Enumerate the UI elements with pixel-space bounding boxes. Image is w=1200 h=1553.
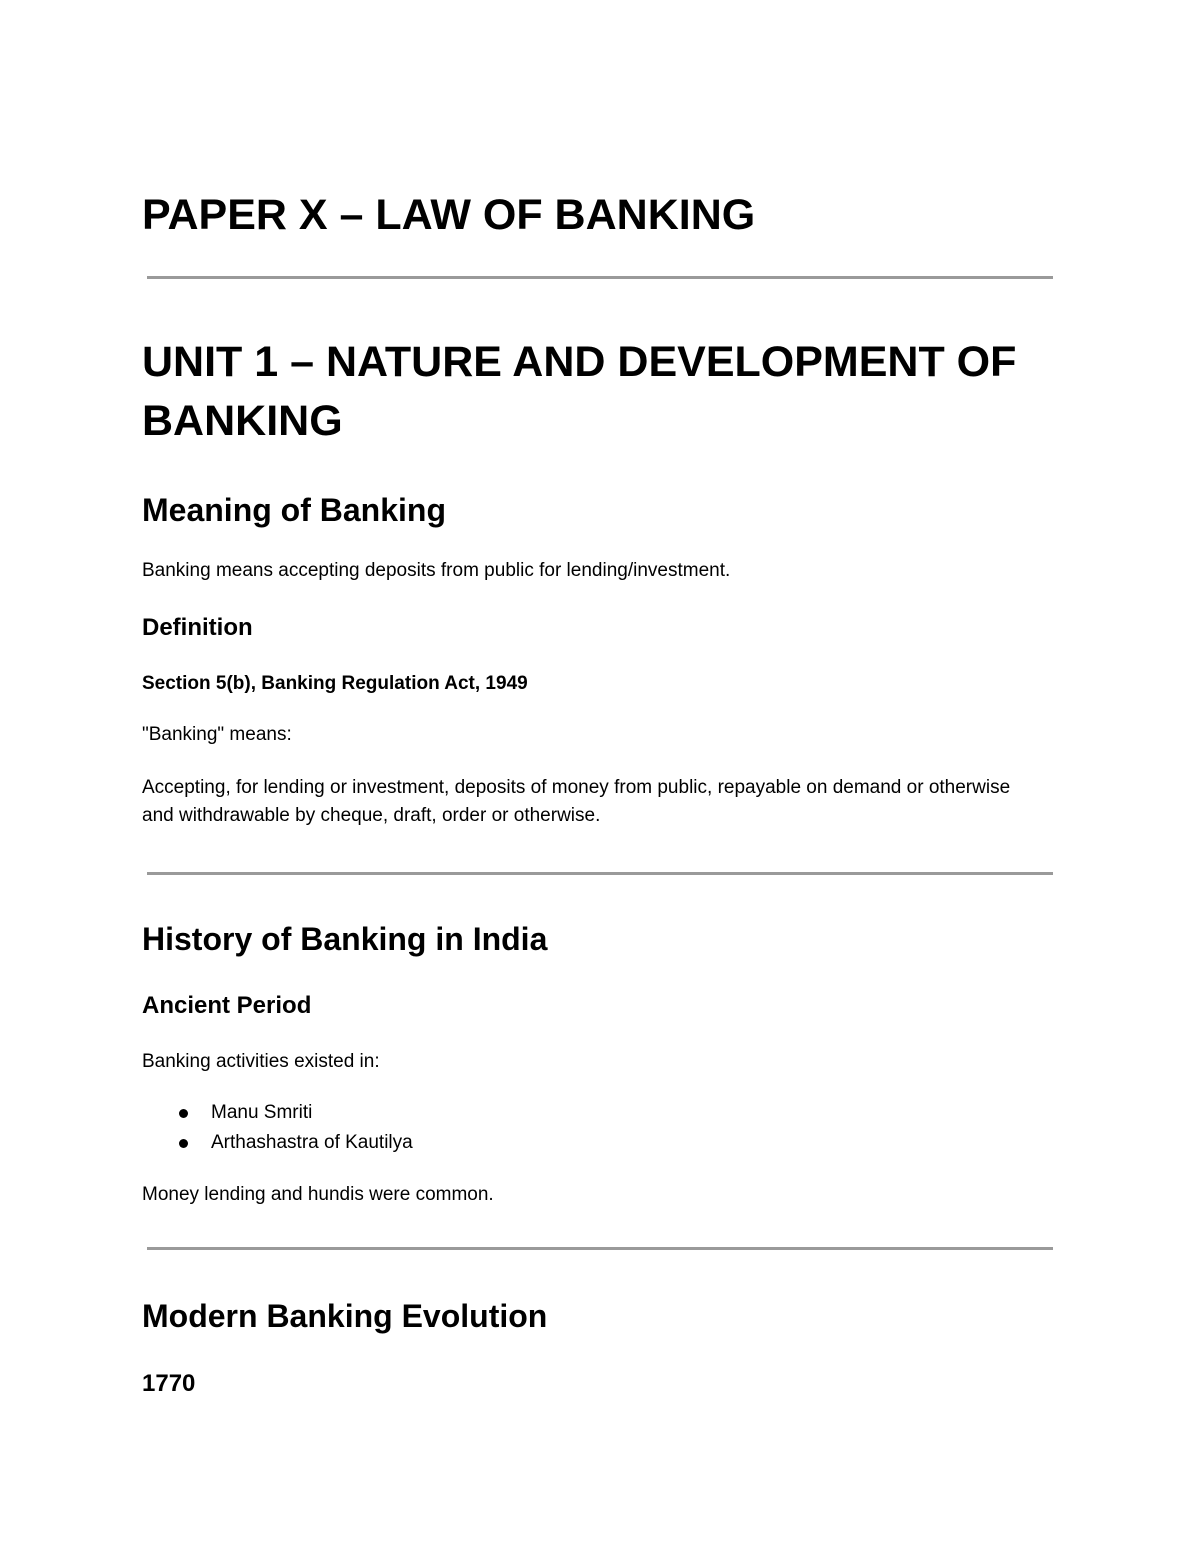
history-closing: Money lending and hundis were common.: [142, 1184, 494, 1205]
bullet-icon: [179, 1139, 188, 1148]
year-heading: 1770: [142, 1370, 196, 1397]
meaning-text: Banking means accepting deposits from public for lending/investment.: [142, 560, 731, 581]
modern-banking-heading: Modern Banking Evolution: [142, 1298, 548, 1334]
history-heading: History of Banking in India: [142, 921, 548, 957]
horizontal-rule: [147, 276, 1053, 279]
list-item-label: Arthashastra of Kautilya: [211, 1132, 413, 1153]
quote-intro: "Banking" means:: [142, 724, 292, 745]
list-item: [142, 1129, 413, 1159]
horizontal-rule: [147, 872, 1053, 875]
bullet-icon: [179, 1109, 188, 1118]
document-title: PAPER X – LAW OF BANKING: [142, 191, 756, 239]
list-item: [142, 1099, 413, 1129]
horizontal-rule: [147, 1247, 1053, 1250]
list-item-label: Manu Smriti: [211, 1102, 313, 1123]
meaning-heading: Meaning of Banking: [142, 492, 446, 528]
definition-text: Accepting, for lending or investment, deposits of money from public, repayable on demand or otherwise and withdrawable by cheque, draft, order or otherwise.: [142, 777, 1011, 826]
unit-title: UNIT 1 – NATURE AND DEVELOPMENT OF BANKING: [142, 338, 1017, 445]
history-intro: Banking activities existed in:: [142, 1051, 380, 1072]
ancient-period-heading: Ancient Period: [142, 992, 312, 1019]
ancient-sources-list: [142, 1099, 413, 1159]
statute-heading: Section 5(b), Banking Regulation Act, 1949: [142, 673, 528, 694]
definition-heading: Definition: [142, 614, 253, 641]
